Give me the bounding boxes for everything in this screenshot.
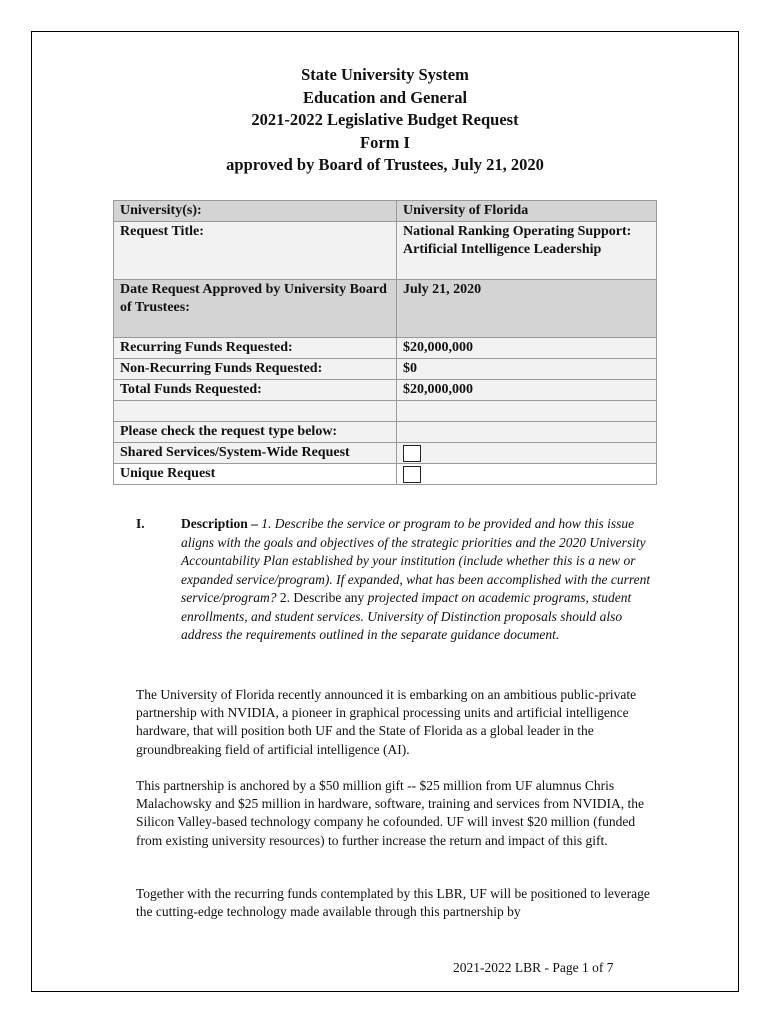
- paragraph-2: This partnership is anchored by a $50 million gift -- $25 million from UF alumnus Chris Malachowsky and $25 million in hardware, software, training and services from NVIDIA, the Silicon Valley-based technology company he cofounded. UF will invest $20 million (funded from existing university resources) to further increase the return and impact of this gift.: [136, 778, 644, 848]
- description-instructions-2: 2. Describe any: [279, 590, 365, 605]
- description-heading: Description –: [181, 516, 258, 531]
- university-label: University(s):: [114, 201, 397, 222]
- description-section: [136, 515, 666, 645]
- total-funds-value: $20,000,000: [397, 380, 657, 401]
- date-approved-label: Date Request Approved by University Board of Trustees:: [114, 280, 397, 338]
- request-title-value: National Ranking Operating Support: Artificial Intelligence Leadership: [397, 222, 657, 280]
- description-instructions-3: projected impact on academic programs, student enrollments, and student services. University of Distinction proposals should also address the requirements outlined in the separate guidance document.: [181, 590, 632, 642]
- title-line-3: 2021-2022 Legislative Budget Request: [251, 110, 519, 129]
- request-title-label: Request Title:: [114, 222, 397, 280]
- shared-services-cell: [397, 443, 657, 464]
- unique-request-checkbox[interactable]: [403, 466, 421, 483]
- description-instructions: 1. Describe the service or program to be provided and how this issue aligns with the goals and objectives of the strategic priorities and the 2020 University Accountability Plan established by your institution (include whether this is a new or expanded service/program). If expanded, what has been accomplished with the current service/program?: [181, 516, 651, 605]
- request-type-prompt: Please check the request type below:: [114, 422, 397, 443]
- recurring-funds-label: Recurring Funds Requested:: [114, 338, 397, 359]
- paragraph-1: The University of Florida recently announced it is embarking on an ambitious public-private partnership with NVIDIA, a pioneer in graphical processing units and artificial intelligence hardware, that will position both UF and the State of Florida as a global leader in the groundbreaking field of artificial intelligence (AI).: [136, 687, 637, 757]
- date-approved-value: July 21, 2020: [397, 280, 657, 338]
- request-info-table: [113, 200, 657, 485]
- section-number: I.: [136, 516, 145, 531]
- empty-cell: [397, 422, 657, 443]
- nonrecurring-funds-label: Non-Recurring Funds Requested:: [114, 359, 397, 380]
- title-line-1: State University System: [301, 65, 469, 84]
- title-line-4: Form I: [360, 132, 410, 152]
- title-line-2: Education and General: [302, 87, 468, 107]
- shared-services-checkbox[interactable]: [403, 445, 421, 462]
- total-funds-label: Total Funds Requested:: [114, 380, 397, 401]
- paragraph-3: Together with the recurring funds contemplated by this LBR, UF will be positioned to leverage the cutting-edge technology made available through this partnership by: [136, 886, 650, 920]
- unique-request-cell: [397, 464, 657, 485]
- empty-cell: [114, 401, 397, 422]
- document-title: [0, 64, 770, 177]
- description-body: [181, 515, 666, 645]
- nonrecurring-funds-value: $0: [397, 359, 657, 380]
- unique-request-label: Unique Request: [114, 464, 397, 485]
- page-footer: 2021-2022 LBR - Page 1 of 7: [453, 960, 614, 975]
- recurring-funds-value: $20,000,000: [397, 338, 657, 359]
- title-line-5: approved by Board of Trustees, July 21, 2020: [226, 155, 544, 174]
- university-value: University of Florida: [397, 201, 657, 222]
- empty-cell: [397, 401, 657, 422]
- shared-services-label: Shared Services/System-Wide Request: [114, 443, 397, 464]
